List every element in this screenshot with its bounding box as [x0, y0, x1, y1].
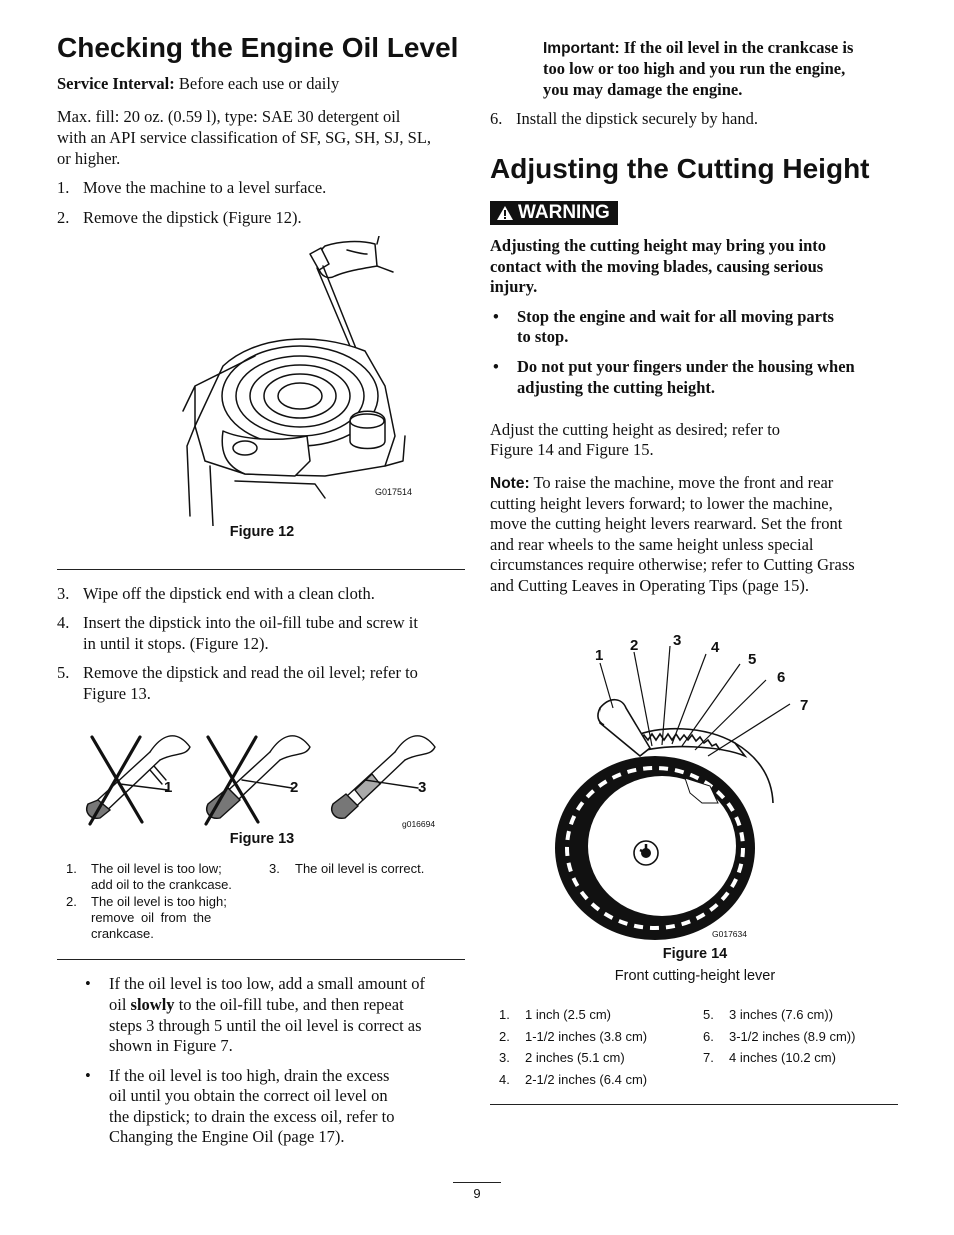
- figure-14-id: G017634: [712, 929, 747, 939]
- figure-12-engine-illustration: [135, 236, 445, 526]
- bullet-2-marker: •: [85, 1066, 91, 1085]
- figure-14-caption: Figure 14: [662, 946, 728, 962]
- figure-13-caption: Figure 13: [229, 831, 295, 847]
- divider-3: [490, 1104, 898, 1105]
- fill-spec-2: with an API service classification of SF, SG, SH, SJ, SL,: [57, 128, 432, 147]
- step-4-text-1: Insert the dipstick into the oil-fill tube and screw it: [83, 613, 418, 632]
- figure-14-legend-left: 1 inch (2.5 cm) 1-1/2 inches (3.8 cm) 2 inches (5.1 cm) 2-1/2 inches (6.4 cm): [525, 1007, 648, 1087]
- divider-2: [57, 959, 465, 960]
- figure-13-legend-num-1: 1.: [66, 861, 77, 876]
- service-interval: Service Interval: Before each use or daily: [57, 74, 340, 93]
- adjust-text-l2: Figure 14 and Figure 15.: [490, 440, 654, 459]
- bullet-2-l1: If the oil level is too high, drain the excess: [109, 1066, 390, 1085]
- note-l6: and Cutting Leaves in Operating Tips (page 15).: [490, 576, 809, 595]
- bullet-1-l3: steps 3 through 5 until the oil level is correct as: [109, 1016, 422, 1035]
- bullet-1-l2: oil slowly to the oil-fill tube, and then repeat: [109, 995, 404, 1014]
- figure-14-wheel-illustration: [540, 628, 830, 948]
- figure-13-label-2: 2: [290, 779, 299, 796]
- note-l5: circumstances require otherwise; refer to Cutting Grass: [490, 555, 855, 574]
- warning-triangle-icon: [496, 205, 514, 221]
- figure-14-subcaption: Front cutting-height lever: [614, 968, 776, 984]
- adjust-text-l1: Adjust the cutting height as desired; refer to: [490, 420, 781, 439]
- bullet-2-l3: the dipstick; to drain the excess oil, refer to: [109, 1107, 395, 1126]
- step-4: 4.: [57, 613, 70, 632]
- wheel: [555, 756, 755, 940]
- bullet-1-l1: If the oil level is too low, add a small amount of: [109, 974, 426, 993]
- figure-13-label-3: 3: [418, 779, 427, 796]
- bullet-2-l2: oil until you obtain the correct oil level on: [109, 1086, 388, 1105]
- page-number: 9: [473, 1186, 481, 1201]
- warning-bullet-2-marker: •: [493, 357, 499, 376]
- warning-badge: WARNING: [490, 201, 618, 225]
- step-2: 2.: [57, 208, 70, 227]
- step-4-text-2: in until it stops. (Figure 12).: [83, 634, 269, 653]
- note-l3: move the cutting height levers rearward. Set the front: [490, 514, 843, 533]
- warning-text-l1: Adjusting the cutting height may bring you into: [490, 236, 827, 255]
- note-l4: and rear wheels to the same height unless special: [490, 535, 814, 554]
- warning-bullet-1-l2: to stop.: [517, 327, 569, 346]
- bullet-2-l4: Changing the Engine Oil (page 17).: [109, 1127, 345, 1146]
- bullet-1-marker: •: [85, 974, 91, 993]
- figure-14-label-4: 4: [711, 639, 720, 656]
- figure-14-label-7: 7: [800, 697, 809, 714]
- step-6-text: Install the dipstick securely by hand.: [516, 109, 758, 128]
- fill-spec-3: or higher.: [57, 149, 121, 168]
- figure-13-dipstick-illustration: [80, 712, 450, 832]
- note-l2: cutting height levers forward; to lower the machine,: [490, 494, 833, 513]
- warning-text-l2: contact with the moving blades, causing serious: [490, 257, 824, 276]
- note-l1: Note: To raise the machine, move the front and rear: [490, 473, 834, 492]
- figure-14-label-2: 2: [630, 637, 639, 654]
- figure-13-legend-3: The oil level is correct.: [295, 861, 425, 876]
- fill-spec-1: Max. fill: 20 oz. (0.59 l), type: SAE 30 detergent oil: [57, 107, 401, 126]
- figure-12-caption: Figure 12: [229, 524, 295, 540]
- warning-bullet-2-l1: Do not put your fingers under the housing when: [517, 357, 855, 376]
- important-note-l2: too low or too high and you run the engine,: [543, 59, 846, 78]
- figure-14-label-3: 3: [673, 632, 682, 649]
- figure-13-legend-1: The oil level is too low; add oil to the crankcase.: [91, 861, 232, 892]
- step-3-text: Wipe off the dipstick end with a clean cloth.: [83, 584, 375, 603]
- step-1: 1.: [57, 178, 70, 197]
- step-5-text-2: Figure 13.: [83, 684, 151, 703]
- figure-13-legend-num-3: 3.: [269, 861, 280, 876]
- figure-13-label-1: 1: [164, 779, 173, 796]
- step-5-text-1: Remove the dipstick and read the oil level; refer to: [83, 663, 418, 682]
- figure-14-label-5: 5: [748, 651, 757, 668]
- warning-bullet-1-marker: •: [493, 307, 499, 326]
- figure-14-label-6: 6: [777, 669, 786, 686]
- divider-1: [57, 569, 465, 570]
- figure-14-legend-left-nums: 1. 2. 3. 4.: [499, 1007, 510, 1087]
- step-2-text: Remove the dipstick (Figure 12).: [83, 208, 302, 227]
- section-title-oil: Checking the Engine Oil Level: [57, 32, 459, 63]
- figure-13-id: g016694: [402, 819, 436, 829]
- warning-bullet-2-l2: adjusting the cutting height.: [517, 378, 716, 397]
- figure-14-legend-right-nums: 5. 6. 7.: [703, 1007, 714, 1065]
- figure-13-legend-num-2: 2.: [66, 894, 77, 909]
- important-note-l3: you may damage the engine.: [543, 80, 743, 99]
- figure-13-legend-2: The oil level is too high; remove oil from the crankcase.: [91, 894, 227, 941]
- warning-text-l3: injury.: [490, 277, 538, 296]
- step-1-text: Move the machine to a level surface.: [83, 178, 327, 197]
- figure-14-legend-right: 3 inches (7.6 cm)) 3-1/2 inches (8.9 cm)) 4 inches (10.2 cm): [729, 1007, 856, 1065]
- step-3: 3.: [57, 584, 70, 603]
- step-6: 6.: [490, 109, 503, 128]
- figure-14-label-1: 1: [595, 647, 604, 664]
- warning-bullet-1-l1: Stop the engine and wait for all moving parts: [517, 307, 834, 326]
- footer-rule: [453, 1182, 501, 1183]
- section-title-cutting-height: Adjusting the Cutting Height: [490, 153, 870, 184]
- important-note-l1: Important: If the oil level in the crankcase is: [543, 38, 854, 57]
- bullet-1-l4: shown in Figure 7.: [109, 1036, 233, 1055]
- figure-12-id: G017514: [375, 487, 413, 497]
- step-5: 5.: [57, 663, 70, 682]
